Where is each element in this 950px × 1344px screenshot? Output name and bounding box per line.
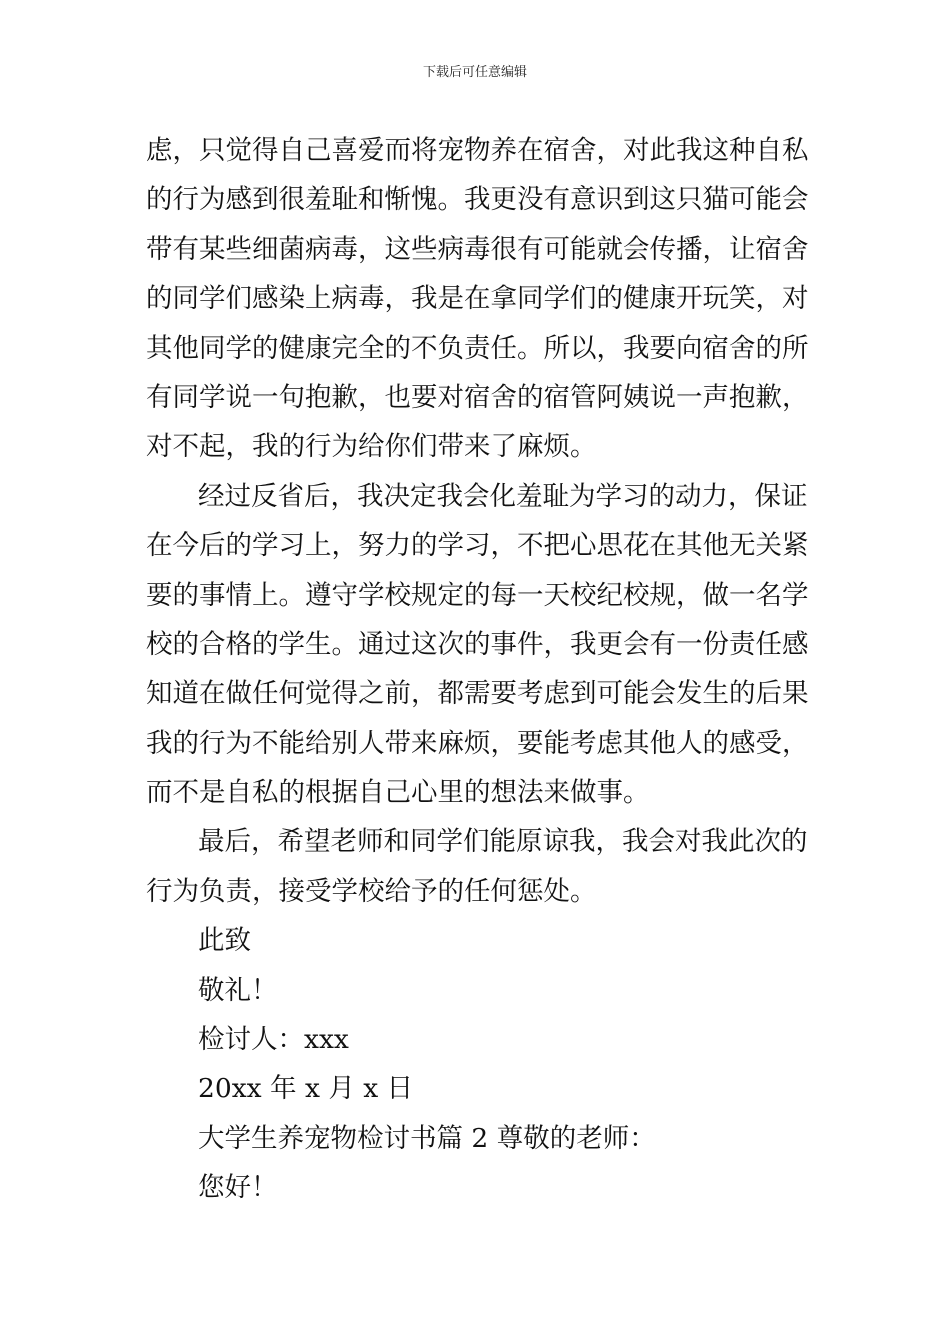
text-line: 带有某些细菌病毒，这些病毒很有可能就会传播，让宿舍 [146, 233, 808, 265]
text-line: 经过反省后，我决定我会化羞耻为学习的动力，保证 [198, 480, 808, 512]
text-line: 虑，只觉得自己喜爱而将宠物养在宿舍，对此我这种自私 [146, 135, 808, 166]
text-line: 而不是自私的根据自己心里的想法来做事。 [146, 777, 650, 809]
text-line: 我的行为不能给别人带来麻烦，要能考虑其他人的感受， [146, 727, 808, 759]
text-line: 对不起，我的行为给你们带来了麻烦。 [146, 431, 597, 463]
text-line: 要的事情上。遵守学校规定的每一天校纪校规，做一名学 [146, 579, 808, 611]
text-line: 检讨人：xxx [198, 1024, 349, 1056]
text-line: 最后，希望老师和同学们能原谅我，我会对我此次的 [198, 826, 808, 858]
text-line: 其他同学的健康完全的不负责任。所以，我要向宿舍的所 [146, 332, 808, 364]
text-line: 的同学们感染上病毒，我是在拿同学们的健康开玩笑，对 [146, 283, 808, 315]
text-line: 行为负责，接受学校给予的任何惩处。 [146, 875, 597, 907]
text-line: 20xx 年 x 月 x 日 [198, 1073, 414, 1105]
text-line: 在今后的学习上，努力的学习，不把心思花在其他无关紧 [146, 530, 808, 562]
text-line: 此致 [198, 925, 251, 957]
text-line: 您好！ [198, 1172, 278, 1204]
text-line: 校的合格的学生。通过这次的事件，我更会有一份责任感 [146, 628, 808, 660]
text-line: 有同学说一句抱歉，也要对宿舍的宿管阿姨说一声抱歉， [146, 381, 808, 413]
text-line: 知道在做任何觉得之前，都需要考虑到可能会发生的后果 [146, 678, 808, 710]
page-header: 下载后可任意编辑 [422, 65, 527, 80]
text-line: 大学生养宠物检讨书篇 2 尊敬的老师： [198, 1122, 656, 1154]
document-body [146, 126, 808, 1213]
text-line: 的行为感到很羞耻和惭愧。我更没有意识到这只猫可能会 [146, 184, 808, 216]
text-line: 敬礼！ [198, 974, 278, 1006]
